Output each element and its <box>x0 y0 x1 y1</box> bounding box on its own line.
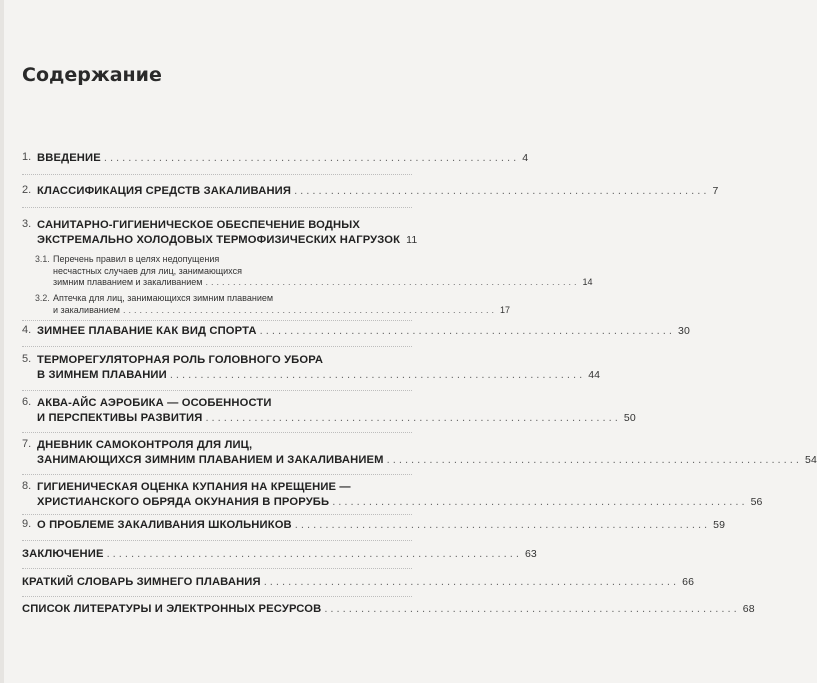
toc-number: 6. <box>22 396 32 408</box>
toc-entry-6[interactable] <box>22 396 636 426</box>
divider <box>22 390 412 391</box>
toc-entry-9[interactable] <box>22 518 726 533</box>
toc-number: 3.1. <box>35 254 50 264</box>
divider <box>22 540 412 541</box>
divider <box>22 432 412 433</box>
toc-entry-references[interactable] <box>22 602 755 617</box>
toc-title: КЛАССИФИКАЦИЯ СРЕДСТВ ЗАКАЛИВАНИЯ .................................................................... 7 <box>37 185 719 197</box>
toc-title: АКВА-АЙС АЭРОБИКА — ОСОБЕННОСТИ И ПЕРСПЕКТИВЫ РАЗВИТИЯ .................................................................... 50 <box>37 397 636 424</box>
toc-number: 3.2. <box>35 293 50 303</box>
toc-page-number: 59 <box>713 519 726 531</box>
divider <box>22 320 412 321</box>
toc-number: 8. <box>22 480 32 492</box>
toc-page-number: 14 <box>582 277 593 287</box>
toc-entry-8[interactable] <box>22 480 763 510</box>
divider <box>22 568 412 569</box>
divider <box>22 346 412 347</box>
toc-title: ЗИМНЕЕ ПЛАВАНИЕ КАК ВИД СПОРТА .................................................................... 30 <box>37 325 690 337</box>
toc-entry-glossary[interactable] <box>22 575 695 590</box>
toc-page-number: 63 <box>524 548 537 560</box>
toc-subentry-3-2[interactable] <box>35 293 511 316</box>
toc-page-number: 56 <box>750 496 763 508</box>
toc-number: 1. <box>22 151 32 163</box>
toc-entry-3[interactable] <box>22 218 418 248</box>
toc-page-number: 44 <box>588 369 601 381</box>
toc-subentry-3-1[interactable] <box>35 254 593 289</box>
toc-page-number: 11 <box>406 234 418 246</box>
toc-entry-conclusion[interactable] <box>22 547 537 562</box>
toc-entry-1[interactable] <box>22 151 529 166</box>
toc-number: 5. <box>22 353 32 365</box>
toc-title: О ПРОБЛЕМЕ ЗАКАЛИВАНИЯ ШКОЛЬНИКОВ .................................................................... 59 <box>37 519 726 531</box>
toc-entry-5[interactable] <box>22 353 601 383</box>
divider <box>22 474 412 475</box>
toc-title: Аптечка для лиц, занимающихся зимним плаванием и закаливанием .................................................................... 17 <box>53 293 511 315</box>
page-title: Содержание <box>22 64 162 86</box>
toc-title: ЗАКЛЮЧЕНИЕ .................................................................... 63 <box>22 548 537 560</box>
toc-number: 4. <box>22 324 32 336</box>
toc-page-number: 7 <box>712 185 719 197</box>
toc-page-number: 68 <box>742 603 755 615</box>
toc-title: ВВЕДЕНИЕ .................................................................... 4 <box>37 152 529 164</box>
toc-title: ГИГИЕНИЧЕСКАЯ ОЦЕНКА КУПАНИЯ НА КРЕЩЕНИЕ — ХРИСТИАНСКОГО ОБРЯДА ОКУНАНИЯ В ПРОРУБЬ .................................................................... 56 <box>37 481 763 508</box>
page-edge-shadow <box>0 0 4 683</box>
toc-page-number: 17 <box>500 304 511 315</box>
toc-page-number: 4 <box>522 152 529 164</box>
toc-entry-7[interactable] <box>22 438 817 468</box>
divider <box>22 514 412 515</box>
toc-title: ТЕРМОРЕГУЛЯТОРНАЯ РОЛЬ ГОЛОВНОГО УБОРА В ЗИМНЕМ ПЛАВАНИИ .................................................................... 44 <box>37 354 601 381</box>
toc-number: 3. <box>22 218 32 230</box>
toc-entry-2[interactable] <box>22 184 719 199</box>
toc-title: Перечень правил в целях недопущения несчастных случаев для лиц, занимающихся зимним плаванием и закаливанием .................................................................... 14 <box>53 254 593 287</box>
divider <box>22 207 412 208</box>
toc-page-number: 50 <box>623 412 636 424</box>
toc-page-number: 30 <box>678 325 690 337</box>
toc-title: САНИТАРНО-ГИГИЕНИЧЕСКОЕ ОБЕСПЕЧЕНИЕ ВОДНЫХ ЭКСТРЕМАЛЬНО ХОЛОДОВЫХ ТЕРМОФИЗИЧЕСКИХ НАГРУЗОК 11 <box>37 219 418 246</box>
divider <box>22 596 412 597</box>
toc-page-number: 66 <box>682 576 695 588</box>
toc-title: СПИСОК ЛИТЕРАТУРЫ И ЭЛЕКТРОННЫХ РЕСУРСОВ .................................................................... 68 <box>22 603 755 615</box>
toc-number: 7. <box>22 438 32 450</box>
toc-number: 9. <box>22 518 32 530</box>
toc-entry-4[interactable] <box>22 324 690 339</box>
divider <box>22 174 412 175</box>
toc-number: 2. <box>22 184 32 196</box>
toc-page-number: 54 <box>805 454 817 466</box>
toc-title: ДНЕВНИК САМОКОНТРОЛЯ ДЛЯ ЛИЦ, ЗАНИМАЮЩИХСЯ ЗИМНИМ ПЛАВАНИЕМ И ЗАКАЛИВАНИЕМ .................................................................... 54 <box>37 439 817 466</box>
toc-title: КРАТКИЙ СЛОВАРЬ ЗИМНЕГО ПЛАВАНИЯ .................................................................... 66 <box>22 576 695 588</box>
